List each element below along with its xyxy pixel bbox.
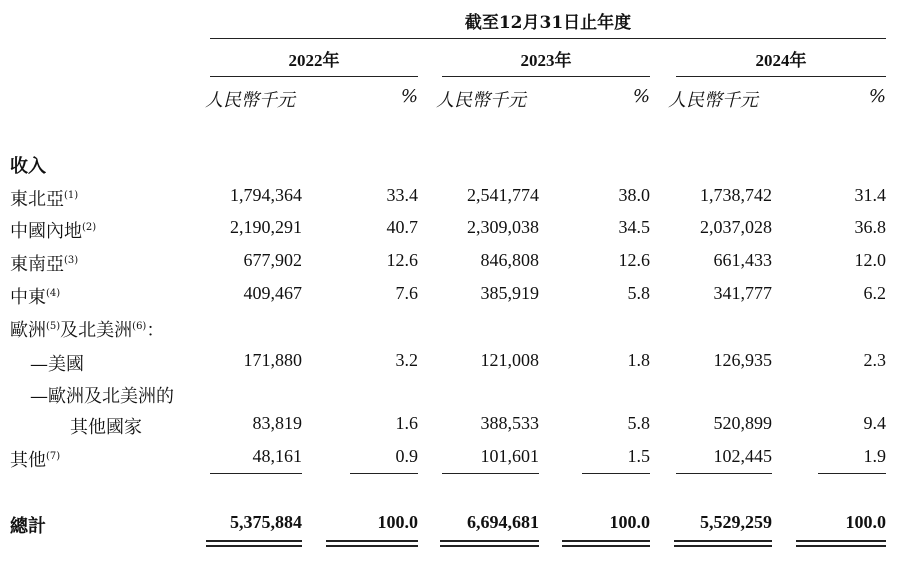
period-header-rule [210,38,886,39]
value-2024: 661,433 [713,250,772,270]
total-value-2022: 5,375,884 [230,512,302,532]
pct-2023: 12.6 [618,250,650,270]
value-2024: 520,899 [713,413,772,433]
total-double-rule-value-2022 [206,545,302,547]
year-2024: 2024年 [755,51,807,70]
pct-2022: 12.6 [386,250,418,270]
row-label-europe-north-america: 歐洲$^{(5)}$及北美洲$^{(6)}$： [10,320,165,341]
pct-2022: 3.2 [395,350,418,370]
year-2022: 2022年 [288,51,340,70]
total-double-rule-pct-2022 [326,545,418,547]
value-2023: 385,919 [480,283,539,303]
subtotal-rule-pct-2024 [818,473,886,474]
year-2023-rule [442,76,650,77]
pct-2024: 36.8 [854,217,886,237]
value-2023: 121,008 [480,350,539,370]
value-2022: 83,819 [252,413,302,433]
pct-2024: 31.4 [854,185,886,205]
subtotal-rule-value-2022 [210,473,302,474]
total-double-rule-value-2024 [674,540,772,542]
subtotal-rule-pct-2022 [350,473,418,474]
total-double-rule-pct-2023 [562,545,650,547]
value-2022: 2,190,291 [230,217,302,237]
pct-2023: 38.0 [618,185,650,205]
pct-label-2022: % [400,86,418,107]
row-label-mainland-china: 中國內地$^{(2)}$ [10,221,97,242]
value-2023: 388,533 [480,413,539,433]
total-double-rule-pct-2024 [796,545,886,547]
total-double-rule-pct-2023 [562,540,650,542]
total-pct-2024: 100.0 [845,512,886,532]
value-2024: 126,935 [713,350,772,370]
total-double-rule-value-2023 [440,545,539,547]
value-2024: 1,738,742 [700,185,772,205]
unit-label-2022: 人民幣千元 [205,90,295,111]
subtotal-rule-pct-2023 [582,473,650,474]
footnote-marker: (5) [46,321,61,332]
total-double-rule-pct-2022 [326,540,418,542]
pct-2022: 7.6 [395,283,418,303]
value-2024: 102,445 [713,446,772,466]
value-2023: 846,808 [480,250,539,270]
period-header: 截至12月31日止年度 [464,13,632,33]
value-2023: 101,601 [480,446,539,466]
pct-2022: 1.6 [395,413,418,433]
row-label-usa: —美國 [30,354,84,375]
total-value-2023: 6,694,681 [467,512,539,532]
pct-2023: 1.5 [627,446,650,466]
row-label-other-europe-na-line2: 其他國家 [70,417,142,438]
total-double-rule-value-2024 [674,545,772,547]
pct-label-2023: % [632,86,650,107]
footnote-marker: (3) [64,255,79,266]
year-2022-rule [210,76,418,77]
pct-2023: 5.8 [627,283,650,303]
value-2022: 1,794,364 [230,185,302,205]
footnote-marker: (6) [132,321,147,332]
value-2023: 2,541,774 [467,185,539,205]
pct-2024: 6.2 [863,283,886,303]
row-label-middle-east: 中東$^{(4)}$ [10,287,61,308]
year-2024-rule [676,76,886,77]
pct-label-2024: % [868,86,886,107]
pct-2022: 40.7 [386,217,418,237]
pct-2022: 33.4 [386,185,418,205]
row-label-other: 其他$^{(7)}$ [10,450,61,471]
footnote-marker: (2) [82,222,97,233]
footnote-marker: (1) [64,190,79,201]
footnote-marker: (4) [46,288,61,299]
value-2022: 48,161 [252,446,302,466]
pct-2024: 9.4 [863,413,886,433]
pct-2023: 5.8 [627,413,650,433]
total-pct-2022: 100.0 [377,512,418,532]
pct-2024: 2.3 [863,350,886,370]
value-2024: 341,777 [713,283,772,303]
value-2022: 677,902 [243,250,302,270]
value-2024: 2,037,028 [700,217,772,237]
row-label-other-europe-na-line1: —歐洲及北美洲的 [30,386,174,407]
row-label-total: 總計 [10,516,46,537]
total-double-rule-value-2022 [206,540,302,542]
pct-2024: 1.9 [863,446,886,466]
total-double-rule-value-2023 [440,540,539,542]
value-2022: 409,467 [243,283,302,303]
pct-2023: 34.5 [618,217,650,237]
row-label-southeast-asia: 東南亞$^{(3)}$ [10,254,79,275]
pct-2024: 12.0 [854,250,886,270]
total-pct-2023: 100.0 [609,512,650,532]
row-label-northeast-asia: 東北亞$^{(1)}$ [10,189,79,210]
unit-label-2024: 人民幣千元 [668,90,758,111]
footnote-marker: (7) [46,451,61,462]
value-2022: 171,880 [243,350,302,370]
pct-2022: 0.9 [395,446,418,466]
value-2023: 2,309,038 [467,217,539,237]
section-title-revenue: 收入 [10,156,46,177]
subtotal-rule-value-2023 [442,473,539,474]
pct-2023: 1.8 [627,350,650,370]
year-2023: 2023年 [520,51,572,70]
subtotal-rule-value-2024 [676,473,772,474]
total-value-2024: 5,529,259 [700,512,772,532]
total-double-rule-pct-2024 [796,540,886,542]
unit-label-2023: 人民幣千元 [436,90,526,111]
